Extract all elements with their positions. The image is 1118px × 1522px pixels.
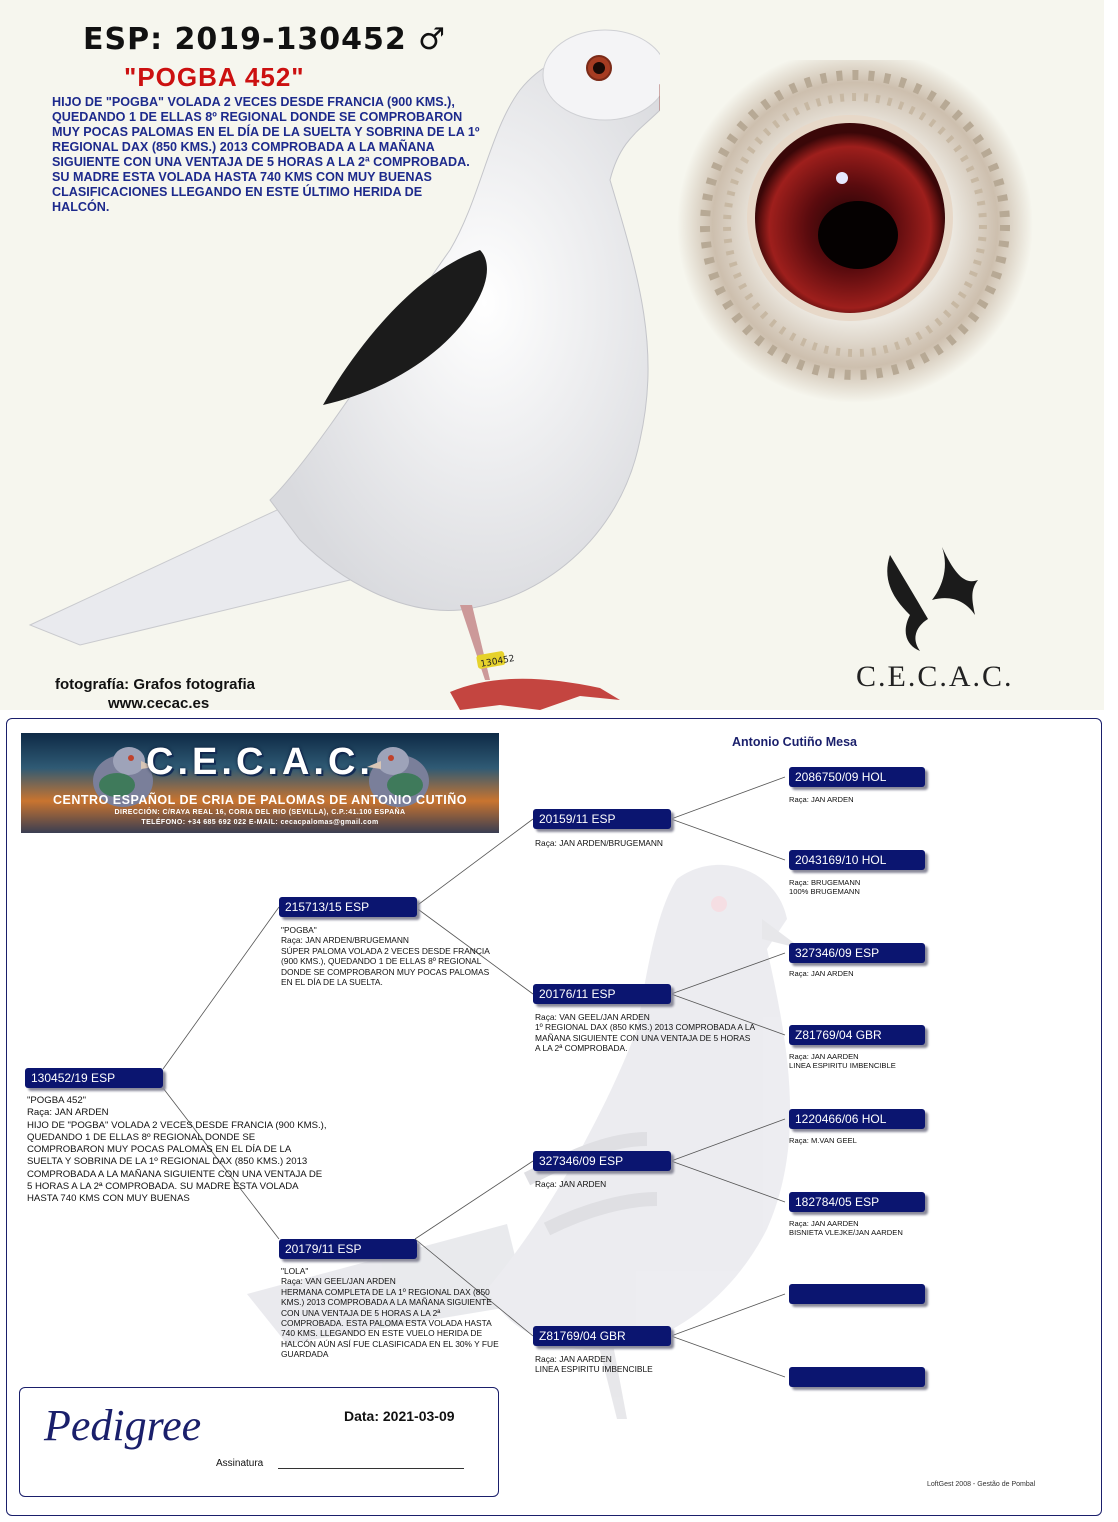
- great-grandparent-info: [789, 1052, 979, 1070]
- great-grandparent-ring-box[interactable]: [789, 1367, 925, 1387]
- great-grandparent-info: [789, 795, 979, 804]
- leg-band-text: 130452: [479, 653, 516, 670]
- grandparent-ring-box[interactable]: Z81769/04 GBR: [533, 1326, 671, 1346]
- banner-address: DIRECCIÓN: C/RAYA REAL 16, CORIA DEL RIO (SEVILLA), C.P.:41.100 ESPAÑA: [114, 809, 406, 816]
- grandparent-race: Raça: JAN AARDEN: [535, 1354, 612, 1364]
- grandparent-notes: 1º REGIONAL DAX (850 KMS.) 2013 COMPROBADA A LA MAÑANA SIGUIENTE CON UNA VENTAJA DE 5 HORAS A LA 2ª COMPROBADA.: [535, 1022, 755, 1054]
- great-grandparent-info: [789, 1136, 979, 1145]
- cecac-bird-logo-icon: [880, 545, 990, 655]
- great-grandparent-ring-box[interactable]: [789, 1284, 925, 1304]
- software-credit: LoftGest 2008 - Gestão de Pombal: [927, 1481, 1036, 1488]
- great-grandparent-notes: LINEA ESPIRITU IMBENCIBLE: [789, 1061, 896, 1070]
- great-grandparent-race: Raça: BRUGEMANN: [789, 878, 861, 887]
- great-grandparent-race: Raça: JAN AARDEN: [789, 1052, 859, 1061]
- grandparent-info: [535, 1012, 755, 1054]
- signature-line[interactable]: [278, 1468, 464, 1469]
- photo-credit: fotografía: Grafos fotografia: [55, 676, 256, 693]
- subject-info: [27, 1095, 327, 1206]
- dam-name: "LOLA": [281, 1266, 309, 1276]
- great-grandparent-ring-box[interactable]: 1220466/06 HOL: [789, 1109, 925, 1129]
- grandparent-info: [535, 838, 755, 848]
- subject-race: Raça: JAN ARDEN: [27, 1107, 109, 1119]
- great-grandparent-ring-box[interactable]: 2043169/10 HOL: [789, 850, 925, 870]
- dam-info: [281, 1266, 503, 1360]
- great-grandparent-ring-box[interactable]: 2086750/09 HOL: [789, 767, 925, 787]
- website-link[interactable]: www.cecac.es: [108, 695, 210, 710]
- great-grandparent-info: [789, 878, 979, 896]
- dam-notes: HERMANA COMPLETA DE LA 1º REGIONAL DAX (850 KMS.) 2013 COMPROBADA A LA MAÑANA SIGUIENTE CON UNA VENTAJA DE 5 HORAS A LA 2ª COMPROBADA. ESTA PALOMA ESTA VOLADA HASTA 740 KMS. LLEGANDO EN ESTE VUELO HERIDA DE HALCÓN AÚN ASÍ FUE CLASIFICADA EN EL 30% Y FUE GUARDADA: [281, 1286, 499, 1360]
- grandparent-ring-box[interactable]: 20176/11 ESP: [533, 984, 671, 1004]
- banner-title: C.E.C.A.C.: [146, 741, 374, 783]
- signature-label: Assinatura: [216, 1458, 264, 1469]
- great-grandparent-race: Raça: JAN AARDEN: [789, 1219, 859, 1228]
- banner-subtitle: CENTRO ESPAÑOL DE CRIA DE PALOMAS DE ANTONIO CUTIÑO: [53, 793, 467, 807]
- subject-ring-box[interactable]: 130452/19 ESP: [25, 1068, 163, 1088]
- sire-name: "POGBA": [281, 925, 317, 935]
- great-grandparent-ring-box[interactable]: Z81769/04 GBR: [789, 1025, 925, 1045]
- grandparent-info: [535, 1179, 755, 1189]
- bird-description: [52, 95, 482, 215]
- great-grandparent-race: Raça: JAN ARDEN: [789, 969, 854, 978]
- grandparent-race: Raça: JAN ARDEN: [535, 1179, 607, 1189]
- cecac-banner: [21, 733, 499, 833]
- banner-contact: TELÉFONO: +34 685 692 022 E-MAIL: cecacpalomas@gmail.com: [141, 819, 379, 826]
- grandparent-ring-box[interactable]: 20159/11 ESP: [533, 809, 671, 829]
- cecac-logo-text: C.E.C.A.C.: [856, 660, 1014, 693]
- great-grandparent-ring-box[interactable]: 182784/05 ESP: [789, 1192, 925, 1212]
- great-grandparent-notes: BISNIETA VLEJKE/JAN AARDEN: [789, 1228, 903, 1237]
- great-grandparent-info: [789, 969, 979, 978]
- subject-notes: HIJO DE "POGBA" VOLADA 2 VECES DESDE FRANCIA (900 KMS.), QUEDANDO 1 DE ELLAS 8º REGIONAL DONDE SE COMPROBARON MUY POCAS PALOMAS EN EL DÍA DE LA SUELTA Y SOBRINA DE LA 1º REGIONAL DAX (850 KMS.) 2013 COMPROBADA A LA MAÑANA SIGUIENTE CON UNA VENTAJA DE 5 HORAS A LA 2ª COMPROBADA. SU MADRE ESTA VOLADA HASTA 740 KMS CON MUY BUENAS: [27, 1119, 327, 1205]
- bird-name-title: "POGBA 452": [124, 62, 305, 92]
- grandparent-ring-box[interactable]: 327346/09 ESP: [533, 1151, 671, 1171]
- grandparent-notes: LINEA ESPIRITU IMBENCIBLE: [535, 1364, 653, 1375]
- pedigree-card: [6, 718, 1102, 1516]
- grandparent-race: Raça: JAN ARDEN/BRUGEMANN: [535, 838, 663, 848]
- pedigree-footer: [19, 1387, 499, 1497]
- dam-race: Raça: VAN GEEL/JAN ARDEN: [281, 1276, 396, 1287]
- sire-ring-box[interactable]: 215713/15 ESP: [279, 897, 417, 917]
- ring-number-title: ESP: 2019-130452 ♂: [83, 22, 447, 57]
- great-grandparent-ring-box[interactable]: 327346/09 ESP: [789, 943, 925, 963]
- great-grandparent-race: Raça: M.VAN GEEL: [789, 1136, 857, 1145]
- grandparent-race: Raça: VAN GEEL/JAN ARDEN: [535, 1012, 650, 1022]
- sire-race: Raça: JAN ARDEN/BRUGEMANN: [281, 935, 409, 946]
- dam-ring-box[interactable]: 20179/11 ESP: [279, 1239, 417, 1259]
- eye-closeup-photo: [670, 60, 1035, 420]
- grandparent-info: [535, 1354, 755, 1375]
- sire-notes: SÚPER PALOMA VOLADA 2 VECES DESDE FRANCIA (900 KMS.), QUEDANDO 1 DE ELLAS 8º REGIONAL DONDE SE COMPROBARON MUY POCAS PALOMAS EN EL DÍA DE LA SUELTA.: [281, 945, 490, 988]
- sire-info: [281, 925, 503, 987]
- description-paragraph: SU MADRE ESTA VOLADA HASTA 740 KMS CON MUY BUENAS CLASIFICACIONES LLEGANDO EN ESTE ÚLTIMO HERIDA DE HALCÓN.: [52, 170, 432, 214]
- pedigree-date: Data: 2021-03-09: [344, 1408, 455, 1424]
- description-paragraph: HIJO DE "POGBA" VOLADA 2 VECES DESDE FRANCIA (900 KMS.), QUEDANDO 1 DE ELLAS 8º REGIONAL DONDE SE COMPROBARON MUY POCAS PALOMAS EN EL DÍA DE LA SUELTA Y SOBRINA DE LA 1º REGIONAL DAX (850 KMS.) 2013 COMPROBADA A LA MAÑANA SIGUIENTE CON UNA VENTAJA DE 5 HORAS A LA 2ª COMPROBADA.: [52, 95, 480, 169]
- great-grandparent-notes: 100% BRUGEMANN: [789, 887, 860, 896]
- photo-panel: [0, 0, 1104, 710]
- great-grandparent-race: Raça: JAN ARDEN: [789, 795, 854, 804]
- subject-name: "POGBA 452": [27, 1095, 87, 1106]
- pedigree-title: Pedigree: [44, 1401, 202, 1450]
- breeder-name: Antonio Cutiño Mesa: [732, 735, 857, 749]
- great-grandparent-info: [789, 1219, 979, 1237]
